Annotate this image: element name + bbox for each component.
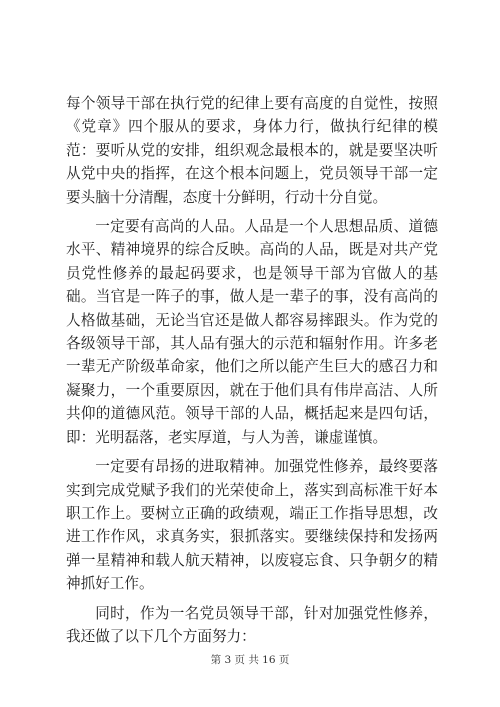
paragraph-moral-character: 一定要有高尚的人品。人品是一个人思想品质、道德水平、精神境界的综合反映。高尚的人品，既是对共产党员党性修养的最起码要求，也是领导干部为官做人的基础。当官是一阵子的事，做人是一辈子的事，没有高尚的人格做基础，无论当官还是做人都容易摔跟头。作为党的各级领导干部，其人品有强大的示范和辐射作用。许多老一辈无产阶级革命家，他们之所以能产生巨大的感召力和凝聚力，一个重要原因，就在于他们具有伟岸高洁、人所共仰的道德风范。领导干部的人品，概括起来是四句话，即：光明磊落，老实厚道，与人为善，谦虚谨慎。 xyxy=(66,218,438,446)
paragraph-discipline: 每个领导干部在执行党的纪律上要有高度的自觉性，按照《党章》四个服从的要求，身体力行，做执行纪律的模范：要听从党的安排，组织观念最根本的，就是要坚决听从党中央的指挥，在这个根本问题上，党员领导干部一定要头脑十分清醒，态度十分鲜明，行动十分自觉。 xyxy=(66,95,438,206)
paragraph-enterprising-spirit: 一定要有昂扬的进取精神。加强党性修养，最终要落实到完成党赋予我们的光荣使命上，落实到高标准干好本职工作上。要树立正确的政绩观，端正工作指导思想，改进工作作风，求真务实，狠抓落实。要继续保持和发扬两弹一星精神和载人航天精神，以废寝忘食、只争朝夕的精神抓好工作。 xyxy=(66,458,438,593)
document-body xyxy=(66,92,438,648)
page-number-footer: 第 3 页 共 16 页 xyxy=(210,654,290,666)
paragraph-efforts-intro: 同时，作为一名党员领导干部，针对加强党性修养，我还做了以下几个方面努力： xyxy=(66,604,438,645)
